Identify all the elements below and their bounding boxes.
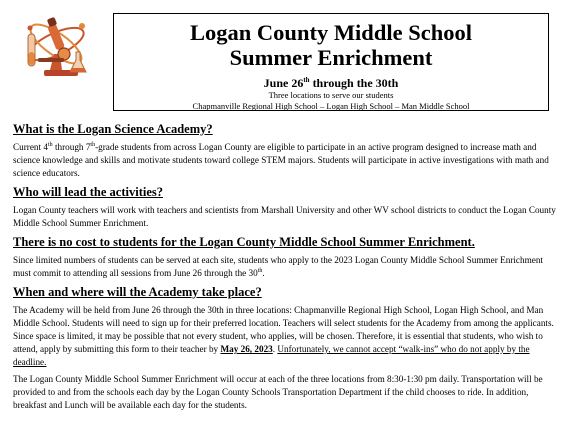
section-heading-cost: There is no cost to students for the Logan County Middle School Summer Enrichment. bbox=[13, 235, 475, 249]
flyer-content bbox=[13, 121, 558, 412]
what-text-c: -grade students from across Logan County are eligible to participate in an active program designed to increase math and science knowledge and skills and motivate students toward college STEM majors. Students will participate in active investigations with math and science educators. bbox=[13, 142, 549, 178]
what-sup-2: th bbox=[90, 141, 96, 148]
dates-prefix: June 26 bbox=[263, 76, 304, 90]
dates-suffix: through the 30th bbox=[309, 76, 399, 90]
locations-list: Chapmanville Regional High School – Logan High School – Man Middle School bbox=[192, 101, 470, 111]
when-text-b: . bbox=[272, 344, 278, 354]
section-text-schedule: The Logan County Middle School Summer Enrichment will occur at each of the three locations from 8:30-1:30 pm daily. Transportation will be provided to and from the schools each day by the Logan County Schools Transportation Department if the child chooses to ride. In addition, breakfast and Lunch will be available each day for the students. bbox=[13, 374, 543, 410]
section-heading-who: Who will lead the activities? bbox=[13, 185, 163, 199]
when-text-a: The Academy will be held from June 26 through the 30th in three locations: Chapmanville Regional High School, Logan High School, and Man Middle School. Students will need to sign up for their preferred location. Teachers will select students for the Academy from among the applicants. Since space is limited, it may be possible that not every student, who applies, will be chosen. Therefore, it is essential that students, who wish to attend, apply by submitting this form to their teacher by bbox=[13, 305, 554, 354]
title-line-1: Logan County Middle School bbox=[190, 20, 472, 45]
dates-sup: th bbox=[303, 76, 310, 84]
what-text-b: through 7 bbox=[52, 142, 91, 152]
title-line-2: Summer Enrichment bbox=[229, 45, 433, 70]
application-deadline: May 26, 2023 bbox=[220, 344, 273, 354]
walkins-notice: Unfortunately, we cannot accept “walk-ins” who do not apply by the deadline. bbox=[13, 344, 530, 367]
program-dates bbox=[114, 73, 548, 90]
section-text-what bbox=[13, 141, 558, 180]
section-heading-what: What is the Logan Science Academy? bbox=[13, 122, 213, 136]
what-sup-1: th bbox=[47, 141, 53, 148]
cost-sup: th bbox=[257, 267, 263, 274]
cost-text-b: . bbox=[262, 268, 265, 278]
cost-text-a: Since limited numbers of students can be served at each site, students who apply to the 2023 Logan County Middle School Summer Enrichment must commit to attending all sessions from June 26 through the 30 bbox=[13, 255, 543, 278]
section-text-cost bbox=[13, 254, 558, 280]
section-heading-when-where: When and where will the Academy take place? bbox=[13, 285, 262, 299]
section-text-who: Logan County teachers will work with teachers and scientists from Marshall University and other WV school districts to conduct the Logan County Middle School Summer Enrichment. bbox=[13, 205, 556, 228]
locations-intro: Three locations to serve our students bbox=[268, 90, 394, 100]
microscope-lab-icon bbox=[20, 8, 92, 88]
header-box bbox=[113, 13, 549, 111]
what-text-a: Current 4 bbox=[13, 142, 48, 152]
section-text-when-where bbox=[13, 304, 558, 369]
